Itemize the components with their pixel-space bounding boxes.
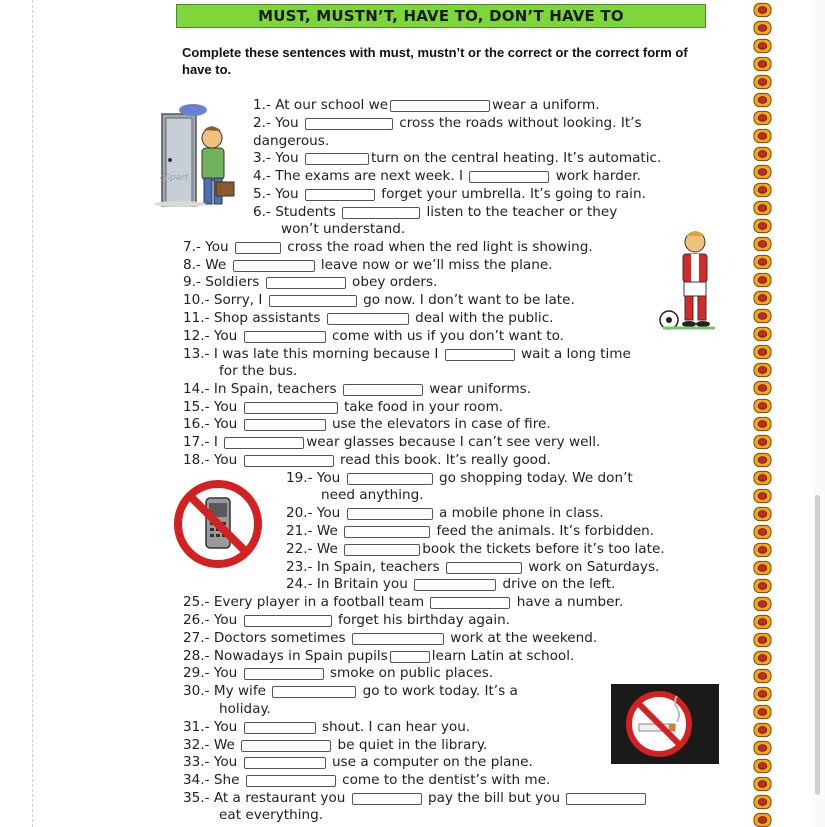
item-text-after: turn on the central heating. It’s automatic. bbox=[370, 150, 662, 166]
list-item bbox=[183, 452, 551, 469]
list-item bbox=[183, 310, 554, 327]
clipart-watermark: clipart bbox=[160, 173, 189, 183]
item-text-after: a mobile phone in class. bbox=[438, 505, 604, 521]
item-text-after: use a computer on the plane. bbox=[331, 754, 533, 770]
border-flower-icon bbox=[753, 218, 772, 234]
answer-blank[interactable] bbox=[445, 349, 515, 361]
item-text-after: work harder. bbox=[555, 168, 641, 184]
item-text-before: 6.- Students bbox=[253, 204, 336, 220]
item-text-before: 10.- Sorry, I bbox=[183, 292, 263, 308]
border-flower-icon bbox=[753, 524, 772, 540]
border-flower-icon bbox=[753, 2, 772, 18]
border-flower-icon bbox=[753, 434, 772, 450]
border-flower-icon bbox=[753, 758, 772, 774]
list-item bbox=[183, 381, 531, 398]
item-text-after: listen to the teacher or they bbox=[426, 204, 618, 220]
answer-blank[interactable] bbox=[266, 277, 346, 289]
item-text-after: book the tickets before it’s too late. bbox=[422, 541, 665, 557]
border-flower-icon bbox=[753, 398, 772, 414]
man-at-door-illustration bbox=[150, 100, 242, 212]
scrollbar-thumb[interactable] bbox=[815, 495, 820, 795]
answer-blank[interactable] bbox=[305, 153, 369, 165]
item-text-before: 27.- Doctors sometimes bbox=[183, 630, 346, 646]
list-item-continuation bbox=[219, 701, 271, 718]
list-item bbox=[286, 576, 615, 593]
item-text-before: 19.- You bbox=[286, 470, 341, 486]
item-text-after: use the elevators in case of fire. bbox=[331, 416, 551, 432]
answer-blank[interactable] bbox=[352, 793, 422, 805]
item-text-before: 23.- In Spain, teachers bbox=[286, 559, 440, 575]
answer-blank[interactable] bbox=[344, 526, 430, 538]
list-item bbox=[183, 612, 510, 629]
answer-blank[interactable] bbox=[244, 402, 338, 414]
border-flower-icon bbox=[753, 128, 772, 144]
page-margin-rule bbox=[32, 0, 33, 827]
border-flower-icon bbox=[753, 74, 772, 90]
item-text-after: go shopping today. We don’t bbox=[438, 470, 633, 486]
border-flower-icon bbox=[753, 812, 772, 827]
answer-blank[interactable] bbox=[244, 757, 326, 769]
answer-blank[interactable] bbox=[390, 651, 430, 663]
item-text-before: eat everything. bbox=[219, 807, 324, 823]
answer-blank[interactable] bbox=[233, 260, 315, 272]
item-text-after: cross the road when the red light is showing. bbox=[287, 239, 593, 255]
list-item bbox=[183, 328, 564, 345]
item-text-after: forget his birthday again. bbox=[337, 612, 511, 628]
list-item bbox=[183, 416, 551, 433]
item-text-after: obey orders. bbox=[352, 274, 438, 290]
border-flower-icon bbox=[753, 794, 772, 810]
border-flower-icon bbox=[753, 686, 772, 702]
item-text-before: 3.- You bbox=[253, 150, 299, 166]
border-flower-icon bbox=[753, 254, 772, 270]
list-item bbox=[286, 470, 633, 487]
item-text-before: dangerous. bbox=[253, 133, 330, 149]
footballer-illustration bbox=[655, 228, 735, 332]
list-item bbox=[183, 399, 503, 416]
item-text-before: 25.- Every player in a football team bbox=[183, 594, 425, 610]
border-flower-icon bbox=[753, 488, 772, 504]
item-text-before: 4.- The exams are next week. I bbox=[253, 168, 464, 184]
item-text-before: 13.- I was late this morning because I bbox=[183, 346, 439, 362]
item-text-after: wait a long time bbox=[520, 346, 631, 362]
answer-blank[interactable] bbox=[390, 100, 490, 112]
border-flower-icon bbox=[753, 290, 772, 306]
item-text-after: be quiet in the library. bbox=[337, 737, 488, 753]
border-flower-icon bbox=[753, 20, 772, 36]
answer-blank[interactable] bbox=[246, 775, 336, 787]
list-item bbox=[183, 239, 593, 256]
list-item bbox=[183, 346, 631, 363]
border-flower-icon bbox=[753, 722, 772, 738]
list-item bbox=[183, 257, 553, 274]
item-text-before: 15.- You bbox=[183, 399, 238, 415]
border-flower-icon bbox=[753, 110, 772, 126]
item-text-before: 35.- At a restaurant you bbox=[183, 790, 346, 806]
item-text-before: 21.- We bbox=[286, 523, 338, 539]
answer-blank[interactable] bbox=[272, 686, 356, 698]
border-flower-icon bbox=[753, 182, 772, 198]
border-flower-icon bbox=[753, 326, 772, 342]
list-item bbox=[286, 559, 659, 576]
answer-blank[interactable] bbox=[469, 171, 549, 183]
border-flower-icon bbox=[753, 596, 772, 612]
border-flower-icon bbox=[753, 578, 772, 594]
item-text-before: need anything. bbox=[321, 487, 424, 503]
answer-blank[interactable] bbox=[344, 544, 420, 556]
border-flower-icon bbox=[753, 668, 772, 684]
border-flower-icon bbox=[753, 416, 772, 432]
item-text-after: go to work today. It’s a bbox=[362, 683, 518, 699]
list-item-continuation bbox=[219, 363, 297, 380]
item-text-after: smoke on public places. bbox=[329, 665, 494, 681]
border-flower-icon bbox=[753, 164, 772, 180]
list-item bbox=[286, 541, 665, 558]
border-flower-icon bbox=[753, 146, 772, 162]
border-flower-icon bbox=[753, 344, 772, 360]
border-flower-icon bbox=[753, 56, 772, 72]
item-text-after: take food in your room. bbox=[343, 399, 504, 415]
list-item-continuation bbox=[321, 487, 424, 504]
item-text-after: come to the dentist’s with me. bbox=[342, 772, 551, 788]
list-item bbox=[183, 719, 470, 736]
item-text-before: 31.- You bbox=[183, 719, 238, 735]
list-item bbox=[183, 737, 487, 754]
border-flower-icon bbox=[753, 200, 772, 216]
list-item bbox=[183, 434, 600, 451]
item-text-after: feed the animals. It’s forbidden. bbox=[436, 523, 655, 539]
border-flower-icon bbox=[753, 470, 772, 486]
no-mobile-phone-sign bbox=[172, 478, 264, 570]
item-text-before: 33.- You bbox=[183, 754, 238, 770]
item-text-after: learn Latin at school. bbox=[431, 648, 575, 664]
list-item bbox=[183, 648, 574, 665]
item-text-before: 16.- You bbox=[183, 416, 238, 432]
answer-blank[interactable] bbox=[305, 118, 393, 130]
border-flower-icon bbox=[753, 92, 772, 108]
list-item bbox=[253, 150, 661, 167]
list-item bbox=[183, 754, 533, 771]
list-item bbox=[286, 523, 654, 540]
answer-blank[interactable] bbox=[244, 615, 332, 627]
list-item bbox=[183, 665, 493, 682]
list-item bbox=[183, 683, 518, 700]
list-item bbox=[253, 115, 642, 132]
item-text-before: 26.- You bbox=[183, 612, 238, 628]
answer-blank[interactable] bbox=[342, 207, 420, 219]
item-text-after: wear glasses because I can’t see very well. bbox=[306, 434, 601, 450]
item-text-after: leave now or we’ll miss the plane. bbox=[320, 257, 553, 273]
item-text-before: 22.- We bbox=[286, 541, 338, 557]
border-flower-icon bbox=[753, 38, 772, 54]
item-text-before: 24.- In Britain you bbox=[286, 576, 408, 592]
item-text-before: 30.- My wife bbox=[183, 683, 266, 699]
item-text-after: wear uniforms. bbox=[429, 381, 532, 397]
item-text-after: forget your umbrella. It’s going to rain. bbox=[381, 186, 646, 202]
border-flower-icon bbox=[753, 308, 772, 324]
list-item bbox=[253, 168, 641, 185]
worksheet-title: MUST, MUSTN’T, HAVE TO, DON’T HAVE TO bbox=[176, 4, 706, 28]
answer-blank[interactable] bbox=[241, 740, 331, 752]
item-text-before: 11.- Shop assistants bbox=[183, 310, 321, 326]
item-text-before: holiday. bbox=[219, 701, 271, 717]
item-text-before: 34.- She bbox=[183, 772, 240, 788]
item-text-after: wear a uniform. bbox=[492, 97, 600, 113]
list-item bbox=[286, 505, 604, 522]
item-text-before: 17.- I bbox=[183, 434, 218, 450]
answer-blank[interactable] bbox=[244, 331, 326, 343]
item-text-before: 32.- We bbox=[183, 737, 235, 753]
border-flower-icon bbox=[753, 650, 772, 666]
answer-blank[interactable] bbox=[244, 455, 334, 467]
item-text-before: 20.- You bbox=[286, 505, 341, 521]
list-item bbox=[183, 594, 623, 611]
item-text-after: pay the bill but you bbox=[428, 790, 561, 806]
item-text-before: 28.- Nowadays in Spain pupils bbox=[183, 648, 388, 664]
item-text-before: 1.- At our school we bbox=[253, 97, 389, 113]
item-text-before: for the bus. bbox=[219, 363, 298, 379]
item-text-after: have a number. bbox=[516, 594, 624, 610]
list-item bbox=[183, 630, 597, 647]
item-text-before: 18.- You bbox=[183, 452, 238, 468]
border-flower-icon bbox=[753, 506, 772, 522]
no-smoking-sign bbox=[611, 684, 719, 764]
item-text-before: 29.- You bbox=[183, 665, 238, 681]
border-flower-icon bbox=[753, 614, 772, 630]
answer-blank[interactable] bbox=[244, 419, 326, 431]
item-text-before: 9.- Soldiers bbox=[183, 274, 260, 290]
item-text-after: read this book. It’s really good. bbox=[339, 452, 551, 468]
border-flower-icon bbox=[753, 380, 772, 396]
answer-blank[interactable] bbox=[352, 633, 444, 645]
list-item bbox=[253, 97, 600, 114]
item-text-after: shout. I can hear you. bbox=[321, 719, 471, 735]
item-text-before: 5.- You bbox=[253, 186, 299, 202]
answer-blank[interactable] bbox=[446, 562, 522, 574]
border-flower-icon bbox=[753, 776, 772, 792]
border-flower-icon bbox=[753, 740, 772, 756]
answer-blank[interactable] bbox=[430, 597, 510, 609]
border-flower-icon bbox=[753, 362, 772, 378]
answer-blank[interactable] bbox=[269, 295, 357, 307]
decorative-flower-border bbox=[751, 0, 775, 827]
list-item bbox=[183, 292, 575, 309]
list-item bbox=[253, 204, 617, 221]
answer-blank[interactable] bbox=[566, 793, 646, 805]
answer-blank[interactable] bbox=[224, 437, 304, 449]
list-item-continuation bbox=[281, 221, 405, 238]
item-text-before: won’t understand. bbox=[281, 221, 406, 237]
answer-blank[interactable] bbox=[244, 722, 316, 734]
border-flower-icon bbox=[753, 272, 772, 288]
list-item bbox=[183, 274, 437, 291]
border-flower-icon bbox=[753, 632, 772, 648]
item-text-after: come with us if you don’t want to. bbox=[331, 328, 564, 344]
item-text-after: work on Saturdays. bbox=[528, 559, 660, 575]
answer-blank[interactable] bbox=[305, 189, 375, 201]
item-text-before: 2.- You bbox=[253, 115, 299, 131]
answer-blank[interactable] bbox=[235, 242, 281, 254]
list-item bbox=[183, 790, 648, 807]
item-text-after: go now. I don’t want to be late. bbox=[363, 292, 575, 308]
item-text-before: 8.- We bbox=[183, 257, 227, 273]
border-flower-icon bbox=[753, 560, 772, 576]
border-flower-icon bbox=[753, 452, 772, 468]
border-flower-icon bbox=[753, 236, 772, 252]
item-text-before: 14.- In Spain, teachers bbox=[183, 381, 337, 397]
item-text-before: 12.- You bbox=[183, 328, 238, 344]
answer-blank[interactable] bbox=[347, 473, 433, 485]
item-text-after: drive on the left. bbox=[502, 576, 616, 592]
answer-blank[interactable] bbox=[244, 668, 324, 680]
answer-blank[interactable] bbox=[327, 313, 409, 325]
item-text-after: deal with the public. bbox=[415, 310, 554, 326]
list-item-continuation bbox=[219, 807, 323, 824]
worksheet-instructions: Complete these sentences with must, mustn’t or the correct or the correct form of have to. bbox=[182, 45, 688, 77]
answer-blank[interactable] bbox=[414, 579, 496, 591]
answer-blank[interactable] bbox=[343, 384, 423, 396]
border-flower-icon bbox=[753, 542, 772, 558]
item-text-before: 7.- You bbox=[183, 239, 229, 255]
list-item bbox=[253, 186, 646, 203]
answer-blank[interactable] bbox=[347, 508, 433, 520]
border-flower-icon bbox=[753, 704, 772, 720]
list-item bbox=[183, 772, 550, 789]
item-text-after: work at the weekend. bbox=[450, 630, 598, 646]
item-text-after: cross the roads without looking. It’s bbox=[399, 115, 642, 131]
list-item-continuation bbox=[253, 133, 329, 150]
